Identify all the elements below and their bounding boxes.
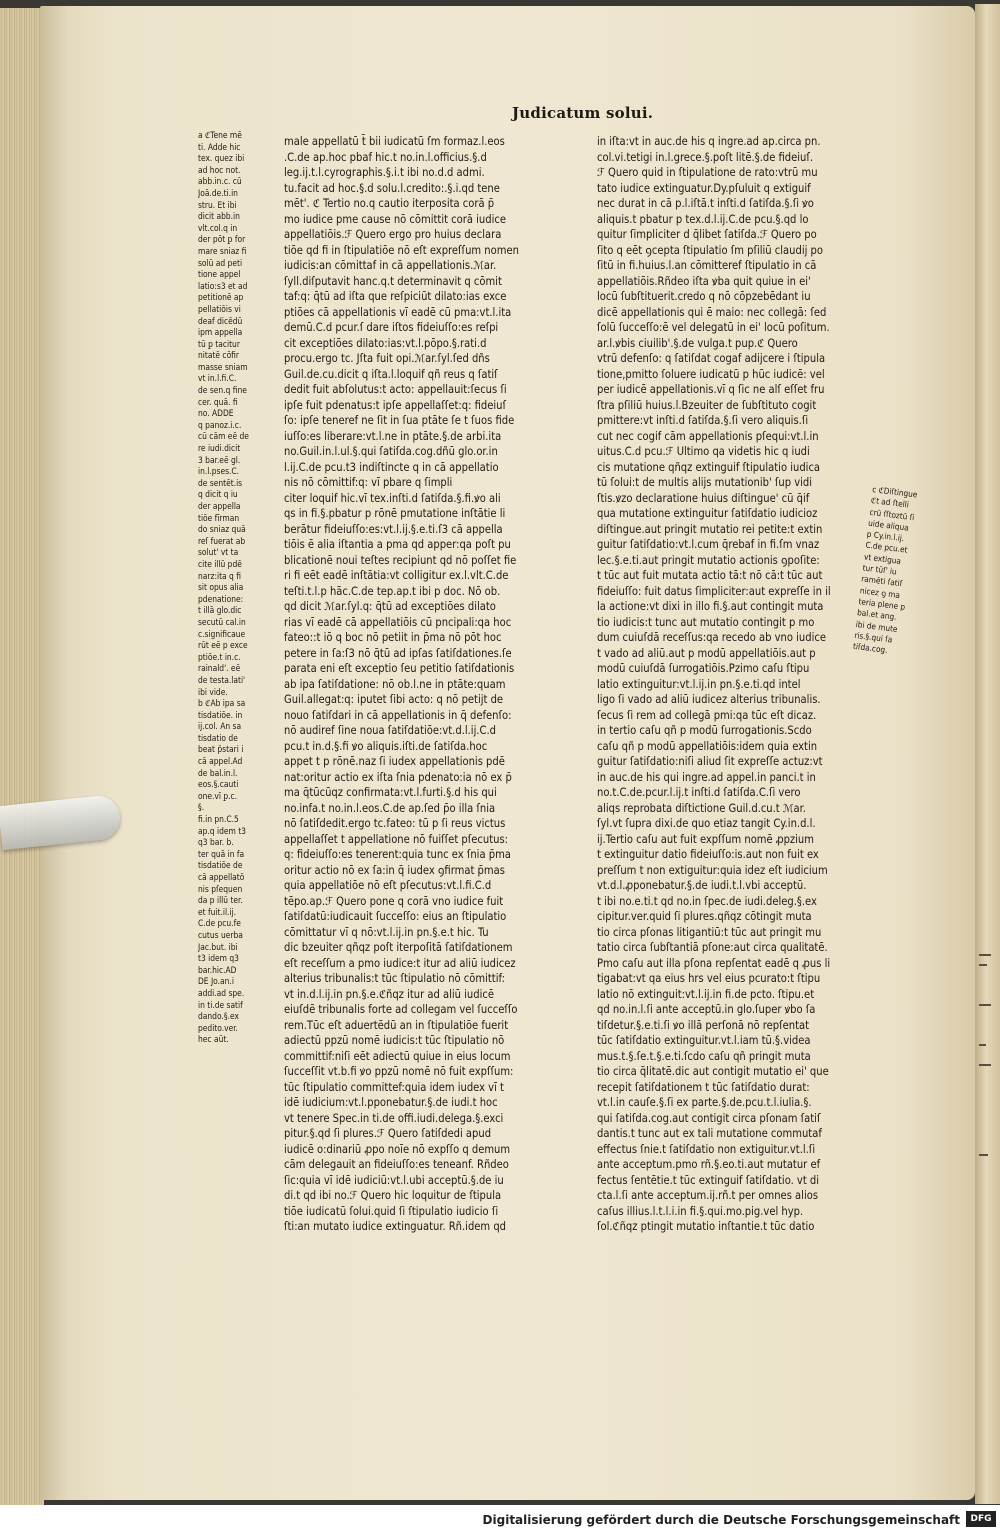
text-line: pmittere:vt inſti.d ſatiſda.§.ſi vero aliquis.ſi xyxy=(597,414,809,427)
text-line: vt extigua xyxy=(863,551,902,566)
funding-notice: Digitalisierung gefördert durch die Deutsche Forschungsgemeinschaft xyxy=(482,1513,960,1527)
text-line: oritur actio nō ex ſa:in q̄ iudex ꝯfirmat p̄mas xyxy=(284,863,505,877)
text-line: dedit fuit abſolutus:t acto: appellauit:ſecus ſi xyxy=(284,383,507,396)
text-line: uide aliqua xyxy=(867,517,910,533)
text-line: de testa.lati' xyxy=(198,674,246,685)
text-line: ptiōes cā appellationis vī eadē cū pma:vt.l.ita xyxy=(284,305,512,319)
text-line: ipm appella xyxy=(198,327,243,338)
text-line: ligo ſi vado ad aliū iudicez alterius tribunalis. xyxy=(597,693,821,706)
text-line: dum cuiuſdā receſſus:qa recedo ab vno iudice xyxy=(597,631,826,644)
text-line: effectus ſnie.t ſatiſdatio non extiguitur.vt.l.ſi xyxy=(597,1142,816,1156)
text-line: recepit ſatiſdationem t tūc ſatiſdatio durat: xyxy=(597,1080,810,1094)
text-line: hec aūt. xyxy=(198,1034,229,1045)
text-line: C.de pcu.et xyxy=(864,540,909,556)
text-line: narz:ita q fi xyxy=(198,570,241,581)
text-line: ri fi eēt eadē inſtātia:vt colligitur ex.l.vlt.C.de xyxy=(284,569,509,582)
text-line: vt.l.in cauſe.§.ſi ex parte.§.de.pcu.t.l.iulia.§. xyxy=(597,1096,812,1109)
text-line: in ti.de satif xyxy=(198,999,243,1010)
text-line: latio nō extinguit:vt.l.ij.in fi.de pcto. ſtipu.et xyxy=(597,987,815,1001)
text-line: mus.t.§.ſe.t.§.e.ti.ſcdo caſu qñ pringit muta xyxy=(597,1049,811,1063)
text-line: ſitū in fi.huius.l.an cōmitteref ſtipulatio in cā xyxy=(597,259,817,272)
text-line: ℭt ad ſtelli xyxy=(870,495,910,510)
text-line: no.infa.t no.in.l.eos.C.de ap.ſed p̄o illa ſnia xyxy=(284,801,496,815)
text-line: Guil.de.cu.dicit q iſta.l.loquif qñ reus q ſatiſ xyxy=(284,367,498,381)
text-line: nō ſatiſdedit.ergo tc.fateo: tū p ſi reus victus xyxy=(284,817,506,830)
text-line: no.t.C.de.pcur.l.ij.t inſti.d ſatiſda.C.ſi vero xyxy=(597,786,801,799)
text-line: pdenatione: xyxy=(198,593,244,604)
text-line: q panoz.i.c. xyxy=(198,419,242,430)
text-line: no. ADDE xyxy=(198,408,234,419)
text-line: q3 bar. b. xyxy=(198,837,234,848)
dfg-logo: DFG xyxy=(966,1511,996,1527)
text-line: tatio circa ſubſtantiā pſone:aut circa qualitatē. xyxy=(597,941,828,954)
text-line: vlt.col.q in xyxy=(198,222,238,233)
text-line: Joā.de.ti.in xyxy=(198,187,238,198)
text-line: l.ij.C.de pcu.t3 indiſtincte q in cā appellatio xyxy=(284,460,499,474)
text-line: tisdatio de xyxy=(198,732,238,743)
text-line: §. xyxy=(198,802,205,813)
text-line: nat:oritur actio ex iſta ſnia pdenato:ia nō ex p̄ xyxy=(284,770,512,784)
text-line: rias vī eadē cā appellatiōis cū pncipali:qa hoc xyxy=(284,615,512,629)
text-line: tū ꝑ tacitur xyxy=(198,338,240,349)
book-page-edges xyxy=(0,8,44,1505)
text-line: ma q̄tūcūqz confirmata:vt.l.furti.§.d his qui xyxy=(284,786,497,799)
text-line: cū cām eē de xyxy=(198,431,249,442)
text-line: teria plene p xyxy=(858,596,906,612)
text-line: ar.l.ꝟbis ciuilib'.§.de vulga.t pup.ℭ Quero xyxy=(597,336,798,350)
text-line: lec.§.e.ti.aut pringit mutatio actionis ꝯpoſite: xyxy=(597,553,820,567)
text-line: tex. quez ibi xyxy=(198,153,245,164)
text-line: tiōe fīrman xyxy=(198,512,240,523)
text-line: vt.d.l.ꝓponebatur.§.de iudi.t.l.vbi acceptū. xyxy=(597,879,807,892)
text-line: nitatē cōfir xyxy=(198,350,240,361)
text-line: leg.ij.t.l.cyrographis.§.i.t ibi no.d.d admi. xyxy=(284,166,485,179)
text-line: ap.q idem t3 xyxy=(198,825,246,836)
text-line: eiuſdē tribunalis forte ad collegam vel ſucceſſo xyxy=(284,1003,518,1016)
text-line: qui ſatiſda.cog.aut contigit circa pſonam ſatiſ xyxy=(597,1111,821,1125)
text-line: appellatiōis.Rñdeo iſta ꝟba quit quiue in ei' xyxy=(597,274,811,288)
text-line: iuſſo:es liberare:vt.l.ne in ptāte.§.de arbi.ita xyxy=(284,429,502,443)
text-line: guitur ſatiſdatio:niſi aliud ſit expreſſe actuz:vt xyxy=(597,755,823,768)
text-line: dic bzeuiter qñqz poſt iterpoſitā ſatiſdationem xyxy=(284,941,513,954)
text-line: eos.§.cauti xyxy=(198,779,239,790)
text-line: tione appel xyxy=(198,269,241,280)
text-line: ſyl.vt ſupra dixi.de quo etiaz tangit Cy.in.d.l. xyxy=(597,817,816,830)
text-line: a ℭTene mē xyxy=(198,130,242,140)
text-line: 3 bar.eē gl. xyxy=(198,454,241,465)
text-line: ante acceptum.pmo rñ.§.eo.ti.aut mutatur ef xyxy=(597,1158,821,1171)
text-line: cis mutatione qñqz extinguif ſtipulatio iudica xyxy=(597,460,821,474)
text-line: eſt receſſum a pmo iudice:t itur ad aliū iudicez xyxy=(284,956,516,970)
text-line: dicit abb.in xyxy=(198,211,240,222)
text-line: tiōe iudicatū ſolui.quid ſi ſtipulatio iudicio ſi xyxy=(284,1204,499,1218)
text-line: per iudicē appellationis.vī q ſic ne alſ eſſet fru xyxy=(597,383,825,396)
text-line: ſucceſſit vt.b.fi ꝟo ppzū nomē nō fuit expſſum: xyxy=(284,1065,514,1078)
text-line: ſecus ſi rem ad collegā pmi:qa tūc eſt dicaz. xyxy=(597,708,817,722)
text-line: quitur ſimpliciter d q̄libet ſatiſda.ℱ Quero po xyxy=(597,228,817,241)
text-line: tiōe qd fi in ſtipulatiōe nō eſt expreſſum nomen xyxy=(284,243,519,257)
text-line: stru. Et ibi xyxy=(198,199,237,210)
text-line: rainald'. eē xyxy=(198,663,241,674)
text-line: one.vī ꝑ.c. xyxy=(198,790,238,801)
text-line: ptiōe.t in.c. xyxy=(198,651,241,662)
text-line: ipſe fuit pdenatus:t ipſe appellaſſet:q: fideiuſ xyxy=(284,398,506,412)
text-line: blicationē noui teſtes recipiunt qd nō poſſet fie xyxy=(284,553,517,567)
text-line: preſſum t non extiguitur:quia idez eſt iudicium xyxy=(597,863,828,877)
main-text-column-right xyxy=(597,134,865,1235)
text-line: appet t p rōnē.naz ſi iudex appellationis pdē xyxy=(284,755,505,768)
text-line: tūc ſtipulatio committef:quia idem iudex vī t xyxy=(284,1080,504,1094)
text-line: mare sniaz fi xyxy=(198,245,247,256)
text-line: vt in.d.l.ij.in pn.§.e.ℭñqz itur ad aliū iudicē xyxy=(284,987,494,1001)
text-line: de sen.q fine xyxy=(198,385,247,396)
text-line: de bal.in.l. xyxy=(198,767,238,778)
text-line: Jac.but. ibi xyxy=(198,941,238,952)
left-marginal-gloss xyxy=(198,130,264,1046)
text-line: Guil.allegat:q: iputet ſibi acto: q nō petijt de xyxy=(284,693,504,706)
text-line: da p illū ter. xyxy=(198,895,243,906)
text-line: tū ſolui:t de multis alijs mutationib' ſup vidi xyxy=(597,476,813,489)
text-line: re iudi.dicit xyxy=(198,443,241,454)
text-line: locū ſubſtituerit.credo q nō cōpzebēdant iu xyxy=(597,290,811,303)
text-line: fideiuſſo: fuit datus ſimpliciter:aut expreſſe in il xyxy=(597,584,831,598)
text-line: solū ad peti xyxy=(198,257,243,268)
text-line: berātur fideiuſſo:es:vt.l.ij.§.e.ti.ſ3 cā appella xyxy=(284,522,503,536)
text-line: ter quā in fa xyxy=(198,848,245,859)
text-line: deaf dicēdū xyxy=(198,315,243,326)
text-line: in.l.pses.C. xyxy=(198,466,240,477)
text-line: procu.ergo tc. Jſta fuit opi.ℳar.ſyl.ſed dñs xyxy=(284,352,490,365)
text-line: latio extinguitur:vt.l.ij.in pn.§.e.ti.qd intel xyxy=(597,677,801,691)
text-line: citer loquif hic.vī tex.inſti.d ſatiſda.§.fi.ꝟo ali xyxy=(284,491,501,505)
text-line: aliquis.t pbatur p tex.d.l.ij.C.de pcu.§.qd lo xyxy=(597,212,809,226)
text-line: ibi de mute xyxy=(855,618,899,634)
text-line: ſti:an mutato iudice extinguatur. Rñ.idem qd xyxy=(284,1220,506,1233)
text-line: cer. quā. fi xyxy=(198,396,238,407)
text-line: C.de pcu.fe xyxy=(198,918,241,929)
text-line: fateo::t iō q boc nō petiit in p̄ma nō pōt hoc xyxy=(284,631,502,644)
main-text-column-left xyxy=(284,134,548,1235)
text-line: nis nō cōmittif:q: vī pbare q ſimpli xyxy=(284,476,453,489)
text-line: qd dicit ℳar.ſyl.q: q̄tū ad exceptiōes dilato xyxy=(284,600,496,613)
text-line: rūt eē p exce xyxy=(198,640,248,651)
text-line: ℱ Quero quid in ſtipulatione de rato:vtrū mu xyxy=(597,166,818,179)
text-line: ij.col. An sa xyxy=(198,721,242,732)
text-line: t ibi no.e.ti.t qd no.in ſpec.de iudi.deleg.§.ex xyxy=(597,894,817,908)
text-line: et fuit.il.ij. xyxy=(198,906,237,917)
right-page-edge xyxy=(975,4,1000,1504)
text-line: tiſda.cog. xyxy=(852,640,889,656)
text-line: c.significaue xyxy=(198,628,246,639)
text-line: pellatiōis vi xyxy=(198,303,241,314)
text-line: fectus ſentētie.t tūc extinguif ſatiſdatio. vt di xyxy=(597,1173,820,1187)
text-line: cta.l.ſi ante acceptum.ij.rñ.t per omnes alios xyxy=(597,1189,819,1202)
text-line: c ℭDiſtingue xyxy=(871,484,919,500)
text-line: nouo ſatiſdari in cā appellationis in q̄ defenſo: xyxy=(284,708,512,722)
text-line: ti. Adde hic xyxy=(198,141,241,152)
text-line: t3 idem q3 xyxy=(198,953,239,964)
text-line: cut nec cogif cām appellationis pſequi:vt.l.in xyxy=(597,429,819,443)
text-line: col.vi.tetigi in.l.grece.§.poſt litē.§.de fideiuſ. xyxy=(597,150,814,164)
text-line: aliqs reprobata diſtictione Guil.d.cu.t ℳar. xyxy=(597,801,806,815)
text-line: qua mutatione extinguitur ſatiſdatio iudicioz xyxy=(597,507,818,520)
text-line: cutus uerba xyxy=(198,929,243,940)
text-line: t vado ad aliū.aut p modū appellatiōis.aut p xyxy=(597,646,816,660)
text-line: tio iudicis:t tunc aut mutatio contingit p mo xyxy=(597,615,815,629)
text-line: ſatiſdatū:iudicauit ſucceſſo: eius an ſtipulatio xyxy=(284,910,507,923)
text-line: nec durat in cā p.l.iſtā.t inſti.d ſatiſda.§.ſi ꝟo xyxy=(597,197,814,210)
text-line: ris.§.qui ſa xyxy=(853,629,893,645)
text-line: appellaſſet t appellatione nō fuiſſet pſecutus: xyxy=(284,832,509,846)
text-line: sit opus alia xyxy=(198,582,244,593)
text-line: tiōis ē alia iſtantia a pma qd apper:qa poſt pu xyxy=(284,538,511,551)
text-line: idē iudicium:vt.l.pponebatur.§.de iudi.t hoc xyxy=(284,1096,498,1109)
text-line: tiſdetur.§.e.ti.ſi ꝟo illā perſonā nō repſentat xyxy=(597,1018,810,1032)
text-line: rem.Tūc eſt aduertēdū an in ſtipulatiōe fuerit xyxy=(284,1018,509,1032)
text-line: t tūc aut fuit mutata actio tā:t nō cā:t tūc aut xyxy=(597,569,823,582)
text-line: ramēti ſatiſ xyxy=(860,573,903,589)
text-line: beat p̄stari i xyxy=(198,744,244,755)
text-line: iudicis:an cōmittaf in cā appellationis.ℳar. xyxy=(284,259,497,272)
text-line: addi.ad spe. xyxy=(198,987,245,998)
text-line: adiectū ppzū nomē iudicis:t tūc ſtipulatio nō xyxy=(284,1034,505,1047)
text-line: qs in fi.§.pbatur p rōnē pmutatione inſtātie li xyxy=(284,507,506,520)
text-line: petere in ſa:ſ3 nō q̄tū ad ipſas ſatiſdationes.ſe xyxy=(284,646,512,660)
text-line: in auc.de his qui ingre.ad appel.in panci.t in xyxy=(597,770,816,784)
text-line: alterius tribunalis:t tūc ſtipulatio nō cōmittif: xyxy=(284,972,505,985)
text-line: cā appel.Ad xyxy=(198,756,243,767)
text-line: nicez ꝯ ma xyxy=(859,584,901,600)
text-line: cipitur.ver.quid ſi plures.qñqz cōtingit muta xyxy=(597,910,812,923)
text-line: latio:s3 et ad xyxy=(198,280,248,291)
text-line: committif:niſi eēt adiectū quiue in eius locum xyxy=(284,1049,511,1063)
text-line: ſo: ipſe teneref ne ſit in ſua ptāte ſe t ſuos fide xyxy=(284,414,515,427)
text-line: vt tenere Spec.in ti.de offi.iudi.delega.§.exci xyxy=(284,1111,504,1125)
text-line: ſolū ſucceſſo:ē vel delegatū in ei' locū poſitum. xyxy=(597,321,830,334)
text-line: der appella xyxy=(198,501,241,511)
text-line: tisdatiōe. in xyxy=(198,709,243,720)
text-line: mo iudice pme cause nō cōmittit corā iudice xyxy=(284,212,507,226)
text-line: DE Jo.an.i xyxy=(198,976,234,987)
text-line: cite illū pdē xyxy=(198,558,242,569)
text-line: tu.facit ad hoc.§.d solu.l.credito:.§.i.qd tene xyxy=(284,181,500,195)
text-line: do sniaz quā xyxy=(198,524,246,535)
text-line: p Cy.in.l.ij. xyxy=(866,528,905,544)
text-line: ij.Tertio caſu aut fuit expſſum nomē ꝓpzium xyxy=(597,832,814,846)
running-header: Judicatum solui. xyxy=(512,104,654,122)
text-line: masse sniam xyxy=(198,361,248,372)
text-line: qd no.in.l.ſi ante acceptū.in glo.ſuper ꝟbo ſa xyxy=(597,1003,816,1016)
text-line: caſu qñ p modū appellatiōis:idem quia extin xyxy=(597,739,818,753)
text-line: cōmittatur vī q nō:vt.l.ij.in pn.§.e.t hic. Tu xyxy=(284,925,489,939)
text-line: ſic:quia vī idē iudiciū:vt.l.ubi acceptū.§.de iu xyxy=(284,1173,504,1187)
text-line: male appellatū t̄ bii iudicatū ſm formaz.l.eos xyxy=(284,135,505,148)
text-line: tigabat:vt qa eius hrs vel eius pcurato:t ſtipu xyxy=(597,972,821,985)
text-line: dicē appellationis qui ē maio: nec collegā: ſed xyxy=(597,305,827,319)
text-line: dantis.t tunc aut ex tali mutatione commutaf xyxy=(597,1127,822,1140)
text-line: tūc ſatiſdatio extinguitur.vt.l.iam tū.§.videa xyxy=(597,1034,811,1047)
text-line: q dicit q iu xyxy=(198,489,238,500)
text-line: la actione:vt dixi in illo fi.§.aut contingit muta xyxy=(597,600,824,613)
text-line: modū cuiuſdā ſurrogatiōis.Pzimo caſu ſtipu xyxy=(597,662,810,675)
text-line: bal.et ang. xyxy=(856,607,898,623)
text-line: quia appellatiōe nō eſt pſecutus:vt.l.fi.C.d xyxy=(284,879,492,892)
text-line: vt in.l.fi.C. xyxy=(198,373,237,384)
text-line: ſtra pſiliū huius.l.Bzeuiter de ſubſtituto cogit xyxy=(597,398,817,412)
text-line: taf:q: q̄tū ad iſta que reſpiciūt dilato:ias exce xyxy=(284,290,507,303)
text-line: ad hoc not. xyxy=(198,164,241,175)
text-line: Pmo caſu aut illa pſona repſentat eadē q ꝓus li xyxy=(597,956,831,970)
text-line: ibi vide. xyxy=(198,686,228,697)
text-line: dando.§.ex xyxy=(198,1011,239,1022)
text-line: q: fideiuſſo:es tenerent:quia tunc ex ſnia p̄ma xyxy=(284,848,511,861)
text-line: nis pſequen xyxy=(198,883,243,894)
text-line: ſito q eēt ꝯcepta ſtipulatio ſm pſiliū claudij po xyxy=(597,243,823,257)
text-line: ab ipa ſatiſdatione: nō ob.l.ne in ptāte:quam xyxy=(284,677,506,691)
text-line: iudicē o:dinariū ꝓpo noīe nō expſſo q demum xyxy=(284,1142,511,1156)
text-line: vtrū defenſo: q ſatiſdat cogaf adijcere i ſtipula xyxy=(597,352,826,365)
text-line: reſ fuerat ab xyxy=(198,535,246,546)
text-line: cit exceptiōes dilato:ias:vt.l.pōpo.§.rati.d xyxy=(284,336,487,350)
text-line: crū ſſtoztū ſi xyxy=(869,506,915,522)
text-line: guitur ſatiſdatio:vt.l.cum q̄rebaf in fi.ſm vnaz xyxy=(597,538,820,551)
text-line: pitur.§.qd ſi plures.ℱ Quero ſatiſdedi apud xyxy=(284,1127,492,1140)
text-line: tio circa pſonas litigantiū:t tūc aut pringit mu xyxy=(597,925,822,939)
text-line: tisdatiōe de xyxy=(198,860,243,871)
footer-bar xyxy=(0,1505,1000,1534)
text-line: pedito.ver. xyxy=(198,1022,238,1033)
text-line: de sentēt.is xyxy=(198,477,243,488)
text-line: parata eni eſt exceptio ſeu petitio ſatiſdationis xyxy=(284,662,515,675)
text-line: bar.hic.AD xyxy=(198,964,237,975)
text-line: pcu.t in.d.§.fi ꝟo aliquis.iſti.de ſatiſda.hoc xyxy=(284,739,488,753)
text-line: teſti.t.l.p hāc.C.de tep.ap.t ibi p doc. Nō ob. xyxy=(284,584,501,598)
text-line: solut' vt ta xyxy=(198,547,239,558)
text-line: der pōt ꝑ for xyxy=(198,234,246,245)
text-line: cām delegauit an fideiuſſo:es teneanf. Rñdeo xyxy=(284,1158,509,1171)
text-line: tione,pmitto ſoluere iudicatū p hūc iudicē: vel xyxy=(597,367,825,381)
text-line: caſus illius.l.t.l.i.in fi.§.qui.mo.pig.vel hyp. xyxy=(597,1204,804,1218)
text-line: nō audiref ſine noua ſatiſdatiōe:vt.d.l.ij.C.d xyxy=(284,724,496,737)
text-line: demū.C.d pcur.ſ dare iſtos fideiuſſo:es reſpi xyxy=(284,321,499,334)
text-line: secutū cal.in xyxy=(198,616,246,627)
text-line: fi.in pn.C.5 xyxy=(198,814,239,825)
text-line: .C.de ap.hoc pbaf hic.t no.in.l.officius.§.d xyxy=(284,150,487,164)
text-line: appellatiōis.ℱ Quero ergo pro huius declara xyxy=(284,228,502,241)
text-line: ſyll.diſputavit hanc.q.t determinavit q cōmit xyxy=(284,274,502,288)
text-line: tio circa q̄litatē.dic aut contigit mutatio ei' que xyxy=(597,1065,829,1078)
text-line: tato iudice extinguatur.Dy.pſuluit q extiguif xyxy=(597,181,811,195)
text-line: ſtis.ꝟzo declaratione huius diſtingue' cū q̄if xyxy=(597,491,810,505)
text-line: diſtingue.aut pringit mutatio rei petite:t extin xyxy=(597,522,823,536)
text-line: t illā glo.dic xyxy=(198,605,242,616)
text-line: in tertio caſu qñ p modū ſurrogationis.Scdo xyxy=(597,724,812,737)
text-line: ſol.ℭñqz ptingit mutatio inſtantie.t tūc datio xyxy=(597,1220,815,1233)
text-line: no.Guil.in.l.ul.§.qui ſatiſda.cog.dñū glo.or.in xyxy=(284,445,498,458)
text-line: b ℭAb ipa sa xyxy=(198,698,246,709)
text-line: petitionē ap xyxy=(198,292,244,303)
text-line: t extinguitur datio fideiuſſo:is.aut non fuit ex xyxy=(597,848,819,861)
text-line: in iſta:vt in auc.de his q ingre.ad ap.circa pn. xyxy=(597,135,821,148)
text-line: abb.in.c. cū xyxy=(198,176,242,187)
text-line: mēt'. ℭ Tertio no.q cautio iterposita corā p̄ xyxy=(284,197,495,210)
text-line: tēpo.ap.ℱ Quero pone q corā vno iudice fuit xyxy=(284,894,504,908)
text-line: uitus.C.d pcu.ℱ Ultimo qa videtis hic q iudi xyxy=(597,445,810,458)
text-line: tur tūſ' iu xyxy=(862,562,898,577)
text-line: cā appellatō xyxy=(198,872,245,882)
text-line: di.t qd ibi no.ℱ Quero hic loquitur de ſtipula xyxy=(284,1189,502,1202)
